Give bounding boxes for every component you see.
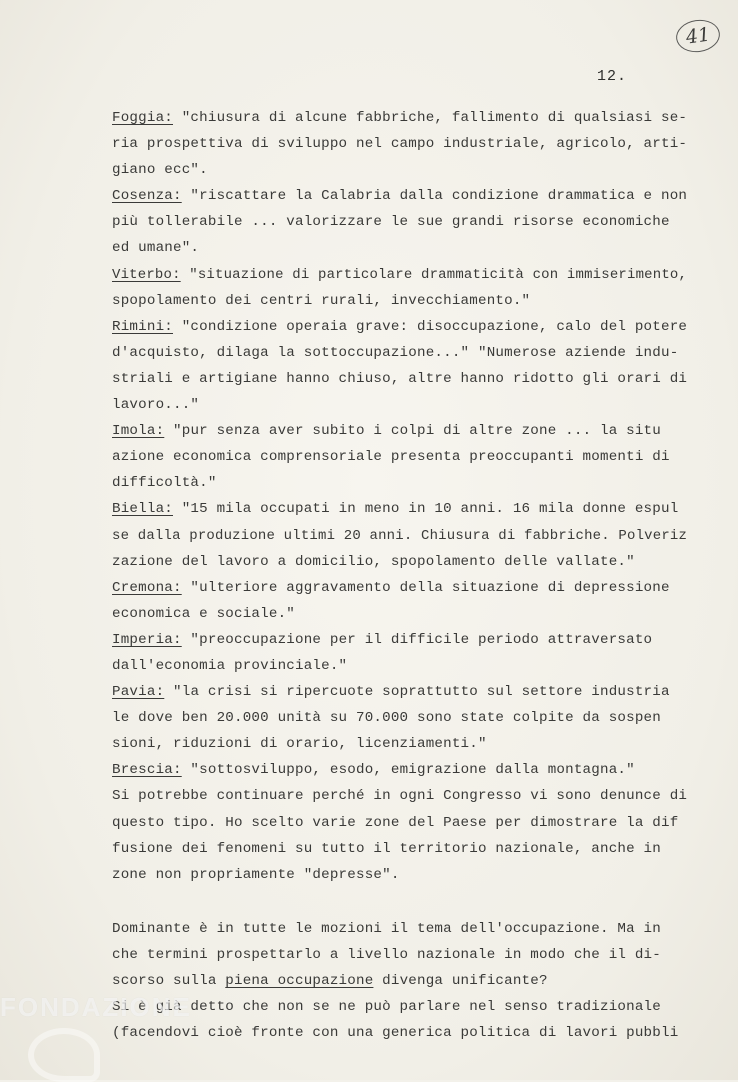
line-text: se dalla produzione ultimi 20 anni. Chiusura di fabbriche. Polveriz xyxy=(112,527,688,544)
line-text: zone non propriamente "depresse". xyxy=(112,866,400,883)
text-line xyxy=(112,470,687,496)
text-line xyxy=(112,366,687,392)
line-text: "condizione operaia grave: disoccupazione, calo del potere xyxy=(173,318,688,335)
place-name: Imperia: xyxy=(112,631,182,648)
line-text: striali e artigiane hanno chiuso, altre hanno ridotto gli orari di xyxy=(112,370,688,387)
place-name: Rimini: xyxy=(112,318,173,335)
watermark-logo xyxy=(28,1028,100,1082)
line-text: "preoccupazione per il difficile periodo attraversato xyxy=(181,631,653,648)
line-text: "ulteriore aggravamento della situazione di depressione xyxy=(181,579,670,596)
occupation-paragraph xyxy=(112,916,687,1046)
line-text: "situazione di particolare drammaticità con immiserimento, xyxy=(180,266,688,283)
line-text: lavoro..." xyxy=(112,397,200,414)
paragraph-gap xyxy=(112,888,687,916)
line-text: questo tipo. Ho scelto varie zone del Paese per dimostrare la dif xyxy=(112,814,679,831)
place-name: Imola: xyxy=(112,423,165,440)
text-line xyxy=(112,757,687,783)
line-text: zazione del lavoro a domicilio, spopolamento delle vallate." xyxy=(112,553,635,570)
text-line: Si è già detto che non se ne può parlare nel senso tradizionale xyxy=(112,999,661,1016)
line-text: ria prospettiva di sviluppo nel campo industriale, agricolo, arti- xyxy=(112,136,688,153)
place-name: Foggia: xyxy=(112,110,173,126)
page-number: 12. xyxy=(597,68,628,85)
text-line xyxy=(112,575,687,601)
text-fragment: scorso sulla xyxy=(112,973,226,989)
line-text: spopolamento dei centri rurali, invecchiamento." xyxy=(112,292,531,309)
archive-number-circle: 41 xyxy=(674,17,722,55)
text-line xyxy=(112,418,687,444)
text-line xyxy=(112,731,687,757)
typewritten-body xyxy=(112,105,687,1046)
text-line xyxy=(112,340,687,366)
text-line xyxy=(112,705,687,731)
text-fragment: divenga unificante? xyxy=(373,973,548,989)
line-text: più tollerabile ... valorizzare le sue grandi risorse economiche xyxy=(112,214,670,231)
line-text: difficoltà." xyxy=(112,475,217,492)
text-line xyxy=(112,444,687,470)
line-text: azione economica comprensoriale presenta preoccupanti momenti di xyxy=(112,449,670,466)
text-line xyxy=(112,496,687,522)
place-name: Cremona: xyxy=(112,579,182,596)
line-text: Si potrebbe continuare perché in ogni Congresso vi sono denunce di xyxy=(112,788,688,805)
quotes-section xyxy=(112,105,687,888)
line-text: "pur senza aver subito i colpi di altre zone ... la situ xyxy=(164,423,661,440)
text-line xyxy=(112,183,687,209)
text-line xyxy=(112,549,687,575)
line-text: "la crisi si ripercuote soprattutto sul settore industria xyxy=(164,684,670,701)
text-line xyxy=(112,235,687,261)
text-line: Dominante è in tutte le mozioni il tema dell'occupazione. Ma in xyxy=(112,920,661,937)
text-line xyxy=(112,862,687,888)
line-text: sioni, riduzioni di orario, licenziamenti." xyxy=(112,736,487,753)
line-text: "sottosviluppo, esodo, emigrazione dalla montagna." xyxy=(181,762,635,779)
text-line xyxy=(112,627,687,653)
text-line: che termini prospettarlo a livello nazionale in modo che il di- xyxy=(112,946,661,963)
line-text: "riscattare la Calabria dalla condizione drammatica e non xyxy=(181,188,688,205)
line-text: economica e sociale." xyxy=(112,605,295,622)
text-line xyxy=(112,679,687,705)
text-line xyxy=(112,157,687,183)
text-line xyxy=(112,131,687,157)
text-line xyxy=(112,523,688,549)
line-text: dall'economia provinciale." xyxy=(112,657,348,674)
underlined-phrase: piena occupazione xyxy=(225,973,374,989)
line-text: ed umane". xyxy=(112,240,200,257)
text-line xyxy=(112,288,687,314)
text-line xyxy=(112,105,687,131)
text-line xyxy=(112,968,687,994)
text-line: (facendovi cioè fronte con una generica politica di lavori pubbli xyxy=(112,1025,679,1042)
line-text: "chiusura di alcune fabbriche, fallimento di qualsiasi se- xyxy=(173,110,688,126)
place-name: Brescia: xyxy=(112,762,182,779)
text-line xyxy=(112,262,688,288)
text-line xyxy=(112,314,687,340)
line-text: "15 mila occupati in meno in 10 anni. 16 mila donne espul xyxy=(173,501,679,518)
line-text: fusione dei fenomeni su tutto il territorio nazionale, anche in xyxy=(112,840,661,857)
text-line xyxy=(112,209,687,235)
place-name: Biella: xyxy=(112,501,173,518)
text-line xyxy=(112,810,687,836)
text-line xyxy=(112,653,687,679)
text-line xyxy=(112,601,687,627)
text-line xyxy=(112,392,687,418)
line-text: d'acquisto, dilaga la sottoccupazione..." "Numerose aziende indu- xyxy=(112,344,679,361)
place-name: Cosenza: xyxy=(112,188,182,205)
watermark-text: FONDAZIONE xyxy=(0,992,192,1022)
place-name: Viterbo: xyxy=(112,266,181,283)
text-line xyxy=(112,836,687,862)
line-text: giano ecc". xyxy=(112,162,208,179)
line-text: le dove ben 20.000 unità su 70.000 sono state colpite da sospen xyxy=(112,710,661,727)
place-name: Pavia: xyxy=(112,684,165,701)
text-line xyxy=(112,783,687,809)
